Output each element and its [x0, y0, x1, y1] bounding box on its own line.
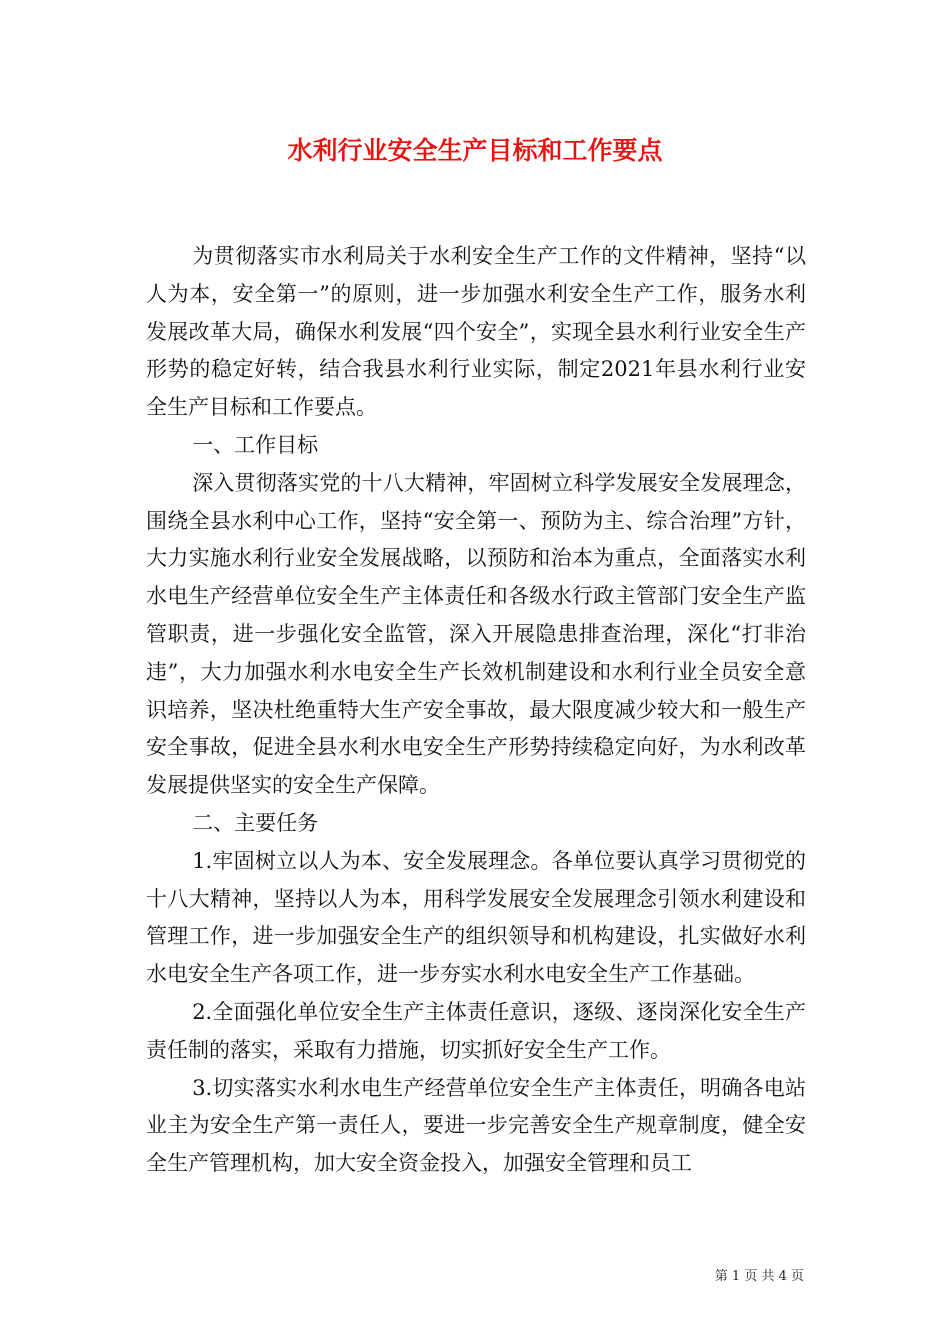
- goals-paragraph: 深入贯彻落实党的十八大精神，牢固树立科学发展安全发展理念，围绕全县水利中心工作，坚持“安全第一、预防为主、综合治理”方针，大力实施水利行业安全发展战略，以预防和治本为重点，全面落实水利水电生产经营单位安全生产主体责任和各级水行政主管部门安全生产监管职责，进一步强化安全监管，深入开展隐患排查治理，深化“打非治违”，大力加强水利水电安全生产长效机制建设和水利行业全员安全意识培养，坚决杜绝重特大生产安全事故，最大限度减少较大和一般生产安全事故，促进全县水利水电安全生产形势持续稳定向好，为水利改革发展提供坚实的安全生产保障。: [146, 470, 806, 798]
- task-item-1: 1.牢固树立以人为本、安全发展理念。各单位要认真学习贯彻党的十八大精神，坚持以人为本，用科学发展安全发展理念引领水利建设和管理工作，进一步加强安全生产的组织领导和机构建设，扎实做好水利水电安全生产各项工作，进一步夯实水利水电安全生产工作基础。: [146, 848, 806, 987]
- intro-paragraph: 为贯彻落实市水利局关于水利安全生产工作的文件精神，坚持“以人为本，安全第一”的原则，进一步加强水利安全生产工作，服务水利发展改革大局，确保水利发展“四个安全”，实现全县水利行业安全生产形势的稳定好转，结合我县水利行业实际，制定2021年县水利行业安全生产目标和工作要点。: [146, 244, 806, 420]
- section-heading-tasks: 二、主要任务: [192, 810, 319, 835]
- section-heading-goals: 一、工作目标: [192, 432, 319, 457]
- page-number-footer: 第 1 页 共 4 页: [714, 1269, 804, 1284]
- task-item-2: 2.全面强化单位安全生产主体责任意识，逐级、逐岗深化安全生产责任制的落实，采取有力措施，切实抓好安全生产工作。: [146, 999, 806, 1062]
- document-title: 水利行业安全生产目标和工作要点: [287, 136, 663, 165]
- document-body: [146, 238, 806, 1183]
- task-item-3: 3.切实落实水利水电生产经营单位安全生产主体责任，明确各电站业主为安全生产第一责任人，要进一步完善安全生产规章制度，健全安全生产管理机构，加大安全资金投入，加强安全管理和员工: [146, 1075, 806, 1176]
